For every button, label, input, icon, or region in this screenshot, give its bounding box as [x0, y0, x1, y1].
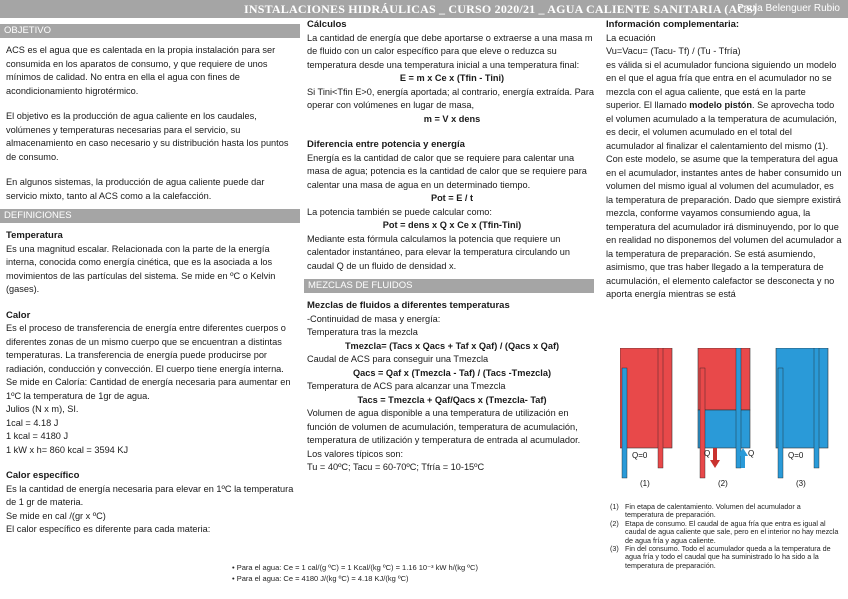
formula-energia: E = m x Ce x (Tfin - Tini) — [399, 73, 505, 83]
caption-number-1: (1) — [610, 502, 619, 511]
calor-paragraph: Es el proceso de transferencia de energía entre diferentes cuerpos o diferentes zonas de un mismo cuerpo que se encuentran a distintas temperaturas. La transferencia de energía puede producirse por radiación, conducción y convección. El cuerpo tiene energía interna. — [6, 323, 286, 374]
potencia-paragraph: Energía es la cantidad de calor que se requiere para calentar una masa de agua; potencia es la cantidad de calor que se requiere para calentar una masa de agua en un determinado tiempo. — [307, 152, 587, 190]
caption-item-2 — [610, 520, 840, 545]
calculos-paragraph: La cantidad de energía que debe aportarse o extraerse a una masa m de fluido con un calor específico para que eleve o reduzca su temperatura desde una temperatura inicial a una temperatura final: — [307, 32, 593, 70]
column-1 — [6, 18, 296, 537]
heading-calor: Calor — [6, 309, 31, 321]
kcal-line: 1 kcal = 4180 J — [6, 431, 69, 441]
mezclas-line-2: Temperatura tras la mezcla — [307, 327, 418, 337]
formula-qacs: Qacs = Qaf x (Tmezcla - Taf) / (Tacs -Tmezcla) — [352, 367, 552, 378]
tank-2-flow-label-in: Q — [748, 449, 755, 458]
tank-3-flow-label: Q=0 — [788, 451, 804, 460]
tank-1 — [620, 348, 672, 488]
diagram-caption — [610, 503, 840, 570]
formula-potencia: Pot = E / t — [430, 193, 474, 203]
tank-1-flow-label: Q=0 — [632, 451, 648, 460]
heading-calculos: Cálculos — [307, 19, 347, 30]
potencia-paragraph-3: Mediante esta fórmula calculamos la potencia que requiere un calentador instantáneo, para elevar la temperatura circulando un caudal Q de un fluido de densidad x. — [307, 233, 571, 271]
accumulator-diagram — [620, 348, 840, 490]
heading-calor-especifico: Calor específico — [6, 470, 80, 481]
page-title: INSTALACIONES HIDRÁULICAS _ CURSO 2020/21 _ AGUA CALIENTE SANITARIA (ACS) — [244, 2, 758, 16]
formula-potencia-caudal: Pot = dens x Q x Ce x (Tfin-Tini) — [382, 220, 522, 230]
caption-item-3 — [610, 545, 840, 570]
caption-number-2: (2) — [610, 518, 619, 528]
tank-2-inlet-pipe — [700, 368, 705, 478]
author-name: Paula Belenguer Rubio — [737, 3, 840, 14]
tank-3-inlet-pipe — [778, 368, 783, 478]
temperatura-paragraph: Es una magnitud escalar. Relacionada con la parte de la energía interna, conocida como energía cinética, que es la asociada a los movimientos de las partículas del sistema. Se mide en ºC o Kelvin (gases). — [6, 243, 276, 294]
heading-info-complementaria: Información complementaria: — [606, 19, 740, 30]
modelo-paragraph-2: Con este modelo, se asume que la temperatura del agua en el acumulador, instantes antes de haber consumido un volumen del mismo igual al volumen del acumulador, es la temperatura de preparación. Dado que siempre existirá mezcla, conforme vayamos consumiendo agua, la temperatura del acumulador irá disminuyendo, por lo que en realidad no disponemos del volumen del acumulador a la temperatura de preparación. Se está asumiendo, asimismo, que tras haber llegado a la temperatura de acumulación, el elemento calefactor se desconecta y no aporta energía mientras se está — [606, 154, 842, 299]
julios-line: Julios (N x m), SI. — [6, 404, 79, 414]
section-definiciones: DEFINICIONES — [0, 209, 300, 223]
section-mezclas: MEZCLAS DE FLUIDOS — [304, 279, 594, 293]
tank-3-outlet-pipe — [814, 348, 819, 468]
typical-values: Tu = 40ºC; Tacu = 60-70ºC; Tfría = 10-15ºC — [307, 462, 485, 472]
heading-potencia-energia: Diferencia entre potencia y energía — [307, 139, 465, 150]
tank-1-hot-water — [620, 348, 672, 448]
note-line-2: • Para el agua: Ce = 4180 J/(kg ºC) = 4.18 KJ/(kg ºC) — [232, 574, 409, 583]
column-2 — [307, 18, 597, 475]
tank-1-number: (1) — [640, 479, 650, 488]
calculos-paragraph-2: Si Tini<Tfin E>0, energía aportada; al contrario, energía extraída. Para operar con volúmenes en lugar de masa, — [307, 86, 595, 110]
potencia-paragraph-2: La potencia también se puede calcular como: — [307, 206, 492, 217]
down-arrow-icon — [710, 448, 720, 468]
header-bar — [0, 0, 848, 18]
formula-tacs: Tacs = Tmezcla + Qaf/Qacs x (Tmezcla- Taf) — [357, 394, 547, 405]
tank-2 — [698, 348, 754, 488]
tank-2-flow-label-out: Q — [704, 449, 711, 458]
formula-tmezcla: Tmezcla= (Tacs x Qacs + Taf x Qaf) / (Qacs x Qaf) — [344, 340, 560, 351]
mezclas-line-3: Caudal de ACS para conseguir una Tmezcla — [307, 354, 489, 364]
caption-number-3: (3) — [610, 544, 619, 554]
ecuacion-label: La ecuación — [606, 32, 656, 43]
mezclas-line-1: -Continuidad de masa y energía: — [307, 313, 441, 324]
ecuacion-formula: Vu=Vacu= (Tacu- Tf) / (Tu - Tfría) — [606, 46, 741, 56]
mezclas-line-4: Temperatura de ACS para alcanzar una Tmezcla — [307, 381, 506, 391]
formula-masa: m = V x dens — [423, 113, 481, 124]
tank-1-inlet-pipe — [622, 368, 627, 478]
piston-text-a: es válida si el acumulador funciona siguiendo un modelo en el que el agua fría que entra en el acumulador no se mezcla con el agua caliente, que está en la parte superior. El llamado — [606, 59, 837, 110]
note-line-1: • Para el agua: Ce = 1 cal/(g ºC) = 1 Kcal/(kg ºC) = 1.16 10⁻³ kW h/(kg ºC) — [232, 563, 478, 572]
calor-especifico-paragraph: Es la cantidad de energía necesaria para elevar en 1ºC la temperatura de 1 gr de materia. — [6, 483, 294, 507]
heading-mezclas: Mezclas de fluidos a diferentes temperaturas — [307, 300, 510, 311]
column-3 — [606, 18, 842, 302]
calor-especifico-unit: Se mide en cal /(gr x ºC) — [6, 510, 106, 521]
water-specific-heat-notes — [232, 562, 478, 584]
caption-text-1: Fin etapa de calentamiento. Volumen del acumulador a temperatura de preparación. — [625, 502, 801, 520]
objetivo-paragraph-2: El objetivo es la producción de agua caliente en los caudales, volúmenes y temperaturas necesarias para el servicio, su almacenamiento en caso necesario y su distribución hasta los puntos de consumo. — [6, 111, 289, 162]
piston-text-c: . Se aprovecha todo el volumen acumulado a la temperatura de acumulación, es decir, el volumen acumulado en el total del acumulador al finalizar el calentamiento del mismo (1). — [606, 100, 837, 151]
tank-2-hot-water — [698, 348, 750, 410]
tank-3-number: (3) — [796, 479, 806, 488]
modelo-piston-paragraph — [606, 59, 842, 154]
cal-line: 1cal = 4.18 J — [6, 417, 59, 428]
caption-text-2: Etapa de consumo. El caudal de agua fría que entra es igual al caudal de agua caliente que sale, pero en el interior no hay mezcla de agua fría y agua caliente. — [625, 518, 839, 545]
tank-2-outlet-pipe — [736, 348, 741, 468]
caption-item-1 — [610, 503, 840, 520]
tank-2-number: (2) — [718, 479, 728, 488]
calor-paragraph-2: Se mide en Caloría: Cantidad de energía necesaria para aumentar en 1ºC la temperatura de 1gr de agua. — [6, 377, 291, 401]
calor-especifico-paragraph-2: El calor específico es diferente para cada materia: — [6, 524, 211, 534]
tank-3-cold-water — [776, 348, 828, 448]
section-objetivo: OBJETIVO — [0, 24, 300, 38]
piston-text-bold: modelo pistón — [689, 100, 753, 110]
kwh-line: 1 kW x h= 860 kcal = 3594 KJ — [6, 444, 129, 455]
tank-1-outlet-pipe — [658, 348, 663, 468]
tank-3 — [776, 348, 828, 488]
mezclas-paragraph: Volumen de agua disponible a una temperatura de utilización en función de volumen de acumulación, temperatura de acumulación, temperatura de utilización y temperatura de entrada al acumulador. Los valores típicos son: — [307, 408, 581, 459]
objetivo-paragraph-3: En algunos sistemas, la producción de agua caliente puede dar servicio mixto, tanto al ACS como a la calefacción. — [6, 177, 265, 201]
heading-temperatura: Temperatura — [6, 230, 63, 241]
tank-2-cold-water — [698, 410, 750, 448]
caption-text-3: Fin del consumo. Todo el acumulador queda a la temperatura de agua fría y todo el caudal que ha suministrado lo ha sido a la temperatura de preparación. — [625, 544, 831, 570]
objetivo-paragraph-1: ACS es el agua que es calentada en la propia instalación para ser consumida en los aparatos de consumo, y que requiere de unos mínimos de calidad. No entra en ella el agua con fines de acondicionamiento higrotérmico. — [6, 45, 276, 96]
